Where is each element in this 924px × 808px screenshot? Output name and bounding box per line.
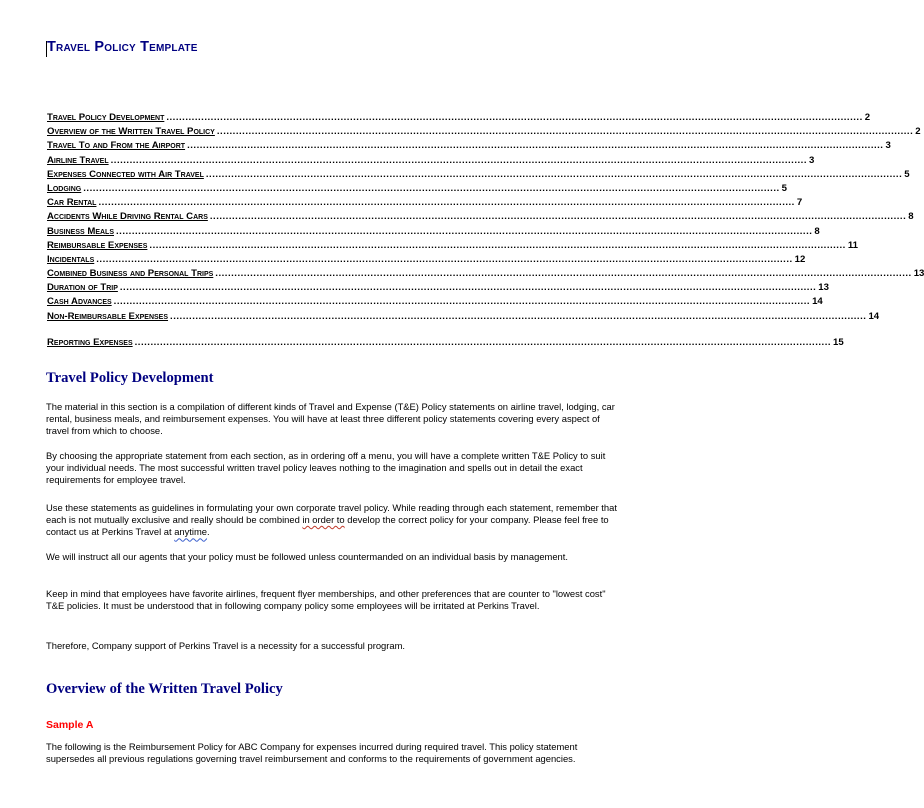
paragraph: Therefore, Company support of Perkins Travel is a necessity for a successful program.	[46, 640, 406, 651]
grammar-flagged-text[interactable]: anytime	[174, 526, 208, 538]
toc-entry-label[interactable]: Business Meals	[47, 225, 114, 237]
toc-entry[interactable]	[47, 239, 858, 253]
toc-leader-dots: ............................................................................................................................................................................................................................	[119, 282, 817, 294]
toc-entry[interactable]	[47, 196, 803, 210]
toc-leader-dots: ............................................................................................................................................................................................................................	[209, 211, 907, 223]
toc-entry-label[interactable]: Combined Business and Personal Trips	[47, 268, 214, 280]
toc-entry[interactable]	[47, 295, 823, 309]
toc-entry-label[interactable]: Travel Policy Development	[47, 112, 165, 123]
section-heading-overview: Overview of the Written Travel Policy	[46, 681, 283, 697]
toc-entry-page: 15	[833, 337, 844, 348]
toc-entry-page: 14	[812, 296, 823, 308]
toc-entry-label[interactable]: Cash Advances	[47, 296, 112, 308]
toc-leader-dots: ............................................................................................................................................................................................................................	[215, 268, 912, 280]
toc-entry-page: 3	[809, 154, 815, 166]
toc-entry-page: 12	[794, 253, 806, 265]
toc-entry-page: 2	[864, 112, 871, 123]
spelling-flagged-text[interactable]: in order to	[302, 514, 345, 526]
toc-leader-dots: ............................................................................................................................................................................................................................	[113, 296, 811, 308]
toc-entry-label[interactable]: Travel To and From the Airport	[47, 140, 186, 152]
toc-entry[interactable]	[47, 111, 871, 125]
toc-leader-dots: ............................................................................................................................................................................................................................	[134, 337, 832, 348]
toc-entry-page: 8	[908, 211, 914, 223]
toc-entry-label[interactable]: Incidentals	[47, 253, 95, 265]
toc-entry-reporting-expenses[interactable]	[47, 336, 844, 350]
toc-entry[interactable]	[47, 182, 787, 196]
toc-entry-label[interactable]: Duration of Trip	[47, 282, 118, 294]
toc-entry-label[interactable]: Reporting Expenses	[47, 337, 133, 348]
toc-entry-page: 5	[904, 168, 910, 180]
toc-entry[interactable]	[47, 253, 806, 267]
toc-entry-label[interactable]: Overview of the Written Travel Policy	[47, 126, 215, 138]
toc-entry-page: 13	[818, 282, 829, 294]
toc-entry-label[interactable]: Car Rental	[47, 197, 97, 209]
toc-entry-page: 3	[885, 140, 891, 152]
toc-entry[interactable]	[47, 154, 815, 168]
toc-leader-dots: ............................................................................................................................................................................................................................	[216, 126, 914, 138]
toc-entry[interactable]	[47, 125, 921, 139]
toc-leader-dots: ............................................................................................................................................................................................................................	[110, 154, 808, 166]
paragraph: By choosing the appropriate statement from each section, as in ordering off a menu, you will have a complete written T&E Policy to suit your individual needs. The most successful written travel policy leaves nothing to the imagination and spells out in detail the exact requirements for employee travel.	[46, 450, 606, 486]
toc-entry-page: 8	[814, 225, 820, 237]
toc-entry[interactable]	[47, 267, 924, 281]
toc-entry-page: 2	[915, 126, 921, 138]
toc-leader-dots: ............................................................................................................................................................................................................................	[187, 140, 884, 152]
paragraph: Keep in mind that employees have favorite airlines, frequent flyer memberships, and other preferences that are counter to "lowest cost" T&E policies. It must be understood that in following company policy some employees will be irritated at Perkins Travel.	[46, 588, 606, 612]
toc-entry[interactable]	[47, 225, 820, 239]
toc-entry-page: 13	[913, 268, 924, 280]
toc-entry-label[interactable]: Reimbursable Expenses	[47, 239, 148, 251]
table-of-contents	[47, 111, 924, 324]
toc-entry-label[interactable]: Expenses Connected with Air Travel	[47, 168, 204, 180]
toc-entry-page: 14	[868, 310, 880, 322]
toc-leader-dots: ............................................................................................................................................................................................................................	[83, 182, 780, 194]
sample-label: Sample A	[46, 719, 94, 731]
document-title: Travel Policy Template	[47, 39, 198, 55]
toc-entry-label[interactable]: Lodging	[47, 182, 82, 194]
toc-entry[interactable]	[47, 210, 914, 224]
toc-entry[interactable]	[47, 281, 829, 295]
toc-leader-dots: ............................................................................................................................................................................................................................	[170, 310, 867, 322]
paragraph: The material in this section is a compilation of different kinds of Travel and Expense (T&E) Policy statements on airline travel, lodging, car rental, business meals, and reimbursement expenses. You will have at least three different policy statements covering every aspect of travel from which to choose.	[46, 401, 615, 437]
section-heading-travel-policy-development: Travel Policy Development	[46, 370, 214, 386]
toc-entry-page: 7	[796, 197, 803, 209]
toc-leader-dots: ............................................................................................................................................................................................................................	[166, 112, 863, 123]
toc-leader-dots: ............................................................................................................................................................................................................................	[98, 197, 795, 209]
toc-leader-dots: ............................................................................................................................................................................................................................	[149, 239, 846, 251]
toc-entry-label[interactable]: Accidents While Driving Rental Cars	[47, 211, 208, 223]
toc-entry[interactable]	[47, 310, 880, 324]
toc-leader-dots: ............................................................................................................................................................................................................................	[205, 168, 903, 180]
toc-leader-dots: ............................................................................................................................................................................................................................	[116, 225, 813, 237]
paragraph: Use these statements as guidelines in formulating your own corporate travel policy. While reading through each statement, remember that each is not mutually exclusive and really should be combined in order to develop the correct policy for your company. Please feel free to contact us at Perkins Travel at anytime.	[46, 502, 617, 538]
paragraph: The following is the Reimbursement Policy for ABC Company for expenses incurred during required travel. This policy statement supersedes all previous regulations governing travel reimbursement and conforms to the requirements of government agencies.	[46, 741, 578, 765]
toc-leader-dots: ............................................................................................................................................................................................................................	[96, 253, 793, 265]
toc-entry-page: 5	[781, 182, 787, 194]
paragraph: We will instruct all our agents that your policy must be followed unless countermanded on an individual basis by management.	[46, 551, 568, 562]
toc-entry-page: 11	[847, 239, 858, 251]
toc-entry-label[interactable]: Airline Travel	[47, 154, 109, 166]
toc-entry[interactable]	[47, 168, 910, 182]
toc-entry-label[interactable]: Non-Reimbursable Expenses	[47, 310, 169, 322]
toc-entry[interactable]	[47, 139, 891, 153]
